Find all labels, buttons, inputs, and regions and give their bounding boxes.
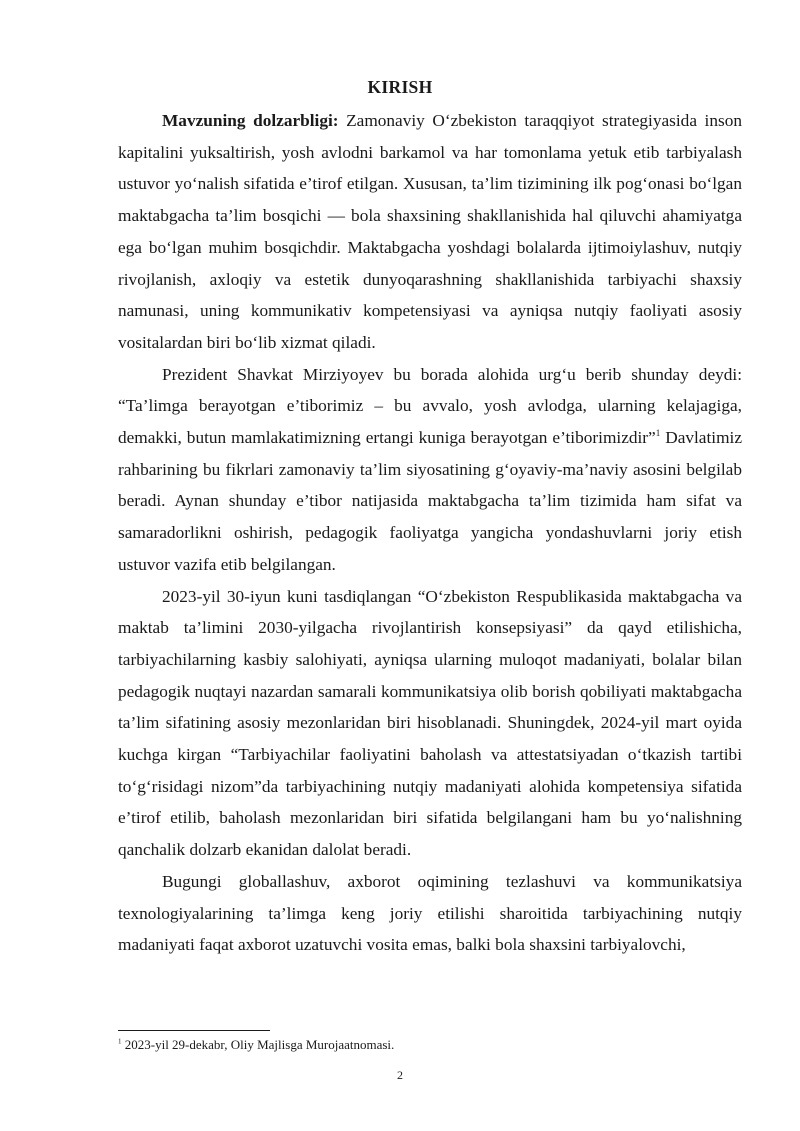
paragraph-president-quote	[118, 359, 742, 581]
paragraph-text: Zamonaviy O‘zbekiston taraqqiyot strategiyasida inson kapitalini yuksaltirish, yosh avlodni barkamol va har tomonlama yetuk etib tarbiyalash ustuvor yo‘nalish sifatida e’tirof etilgan. Xususan, ta’lim tizimining ilk pog‘onasi bo‘lgan maktabgacha ta’lim bosqichi — bola shaxsining shakllanishida hal qiluvchi ahamiyatga ega bo‘lgan muhim bosqichdir. Maktabgacha yoshdagi bolalarda ijtimoiylashuv, nutqiy rivojlanish, axloqiy va estetik dunyoqarashning shakllanishida tarbiyachi shaxsiy namunasi, uning kommunikativ kompetensiyasi va ayniqsa nutqiy faoliyati asosiy vositalardan biri bo‘lib xizmat qiladi.	[118, 111, 742, 352]
section-title: KIRISH	[367, 77, 433, 97]
footnote-text: 2023-yil 29-dekabr, Oliy Majlisga Murojaatnomasi.	[121, 1037, 395, 1052]
paragraph-relevance	[118, 105, 742, 359]
paragraph-text: Prezident Shavkat Mirziyoyev bu borada alohida urg‘u berib shunday deydi: “Ta’limga berayotgan e’tiborimiz – bu avvalo, yosh avlodga, ularning kelajagiga, demakki, butun mamlakatimizning ertangi kuniga berayotgan e’tiborimizdir”	[118, 364, 742, 448]
footnote-reference: 1	[655, 428, 661, 439]
page-number: 2	[397, 1068, 403, 1082]
footnote-separator	[118, 1030, 270, 1031]
paragraph-lead: Mavzuning dolzarbligi:	[162, 111, 339, 130]
footnote-marker: 1	[118, 1037, 122, 1046]
paragraph-concept: 2023-yil 30-iyun kuni tasdiqlangan “O‘zbekiston Respublikasida maktabgacha va maktab ta’limini 2030-yilgacha rivojlantirish konsepsiyasi” da qayd etilishicha, tarbiyachilarning kasbiy salohiyati, ayniqsa ularning muloqot madaniyati, bolalar bilan pedagogik nuqtayi nazardan samarali kommunikatsiya olib borish qobiliyati maktabgacha ta’lim sifatining asosiy mezonlaridan biri hisoblanadi. Shuningdek, 2024-yil mart oyida kuchga kirgan “Tarbiyachilar faoliyatini baholash va attestatsiyadan o‘tkazish tartibi to‘g‘risidagi nizom”da tarbiyachining nutqiy madaniyati alohida kompetensiya sifatida e’tirof etilib, baholash mezonlaridan biri sifatida belgilangani ham bu yo‘nalishning qanchalik dolzarb ekanidan dalolat beradi.	[118, 586, 742, 860]
body-text	[118, 105, 742, 961]
footnote	[118, 1037, 742, 1053]
paragraph-text: Davlatimiz rahbarining bu fikrlari zamonaviy ta’lim siyosatining g‘oyaviy-ma’naviy asosini belgilab beradi. Aynan shunday e’tibor natijasida maktabgacha ta’lim tizimida ham sifat va samaradorlikni oshirish, pedagogik faoliyatga yangicha yondashuvlarni joriy etish ustuvor vazifa etib belgilangan.	[118, 428, 742, 574]
paragraph-globalization: Bugungi globallashuv, axborot oqimining tezlashuvi va kommunikatsiya texnologiyalarining ta’limga keng joriy etilishi sharoitida tarbiyachining nutqiy madaniyati faqat axborot uzatuvchi vosita emas, balki bola shaxsini tarbiyalovchi,	[118, 871, 742, 955]
